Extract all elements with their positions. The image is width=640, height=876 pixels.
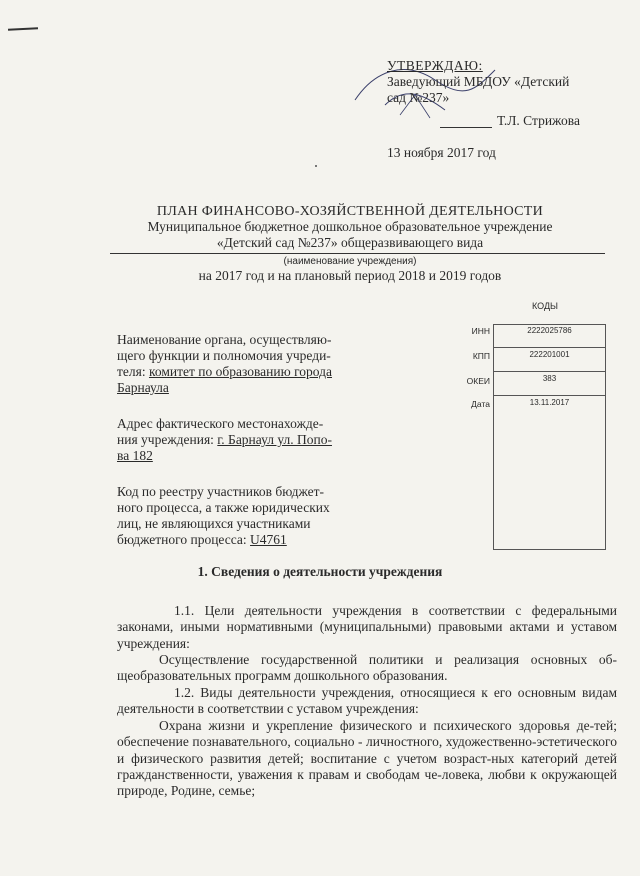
- authority-block: [117, 332, 372, 396]
- address-block: [117, 416, 372, 464]
- org-name-line2: «Детский сад №237» общеразвивающего вида: [216, 235, 484, 250]
- registry-code: U4761: [250, 532, 287, 547]
- authority-value: комитет по образованию города: [148, 364, 333, 379]
- authority-prefix: теля:: [117, 364, 149, 379]
- scan-mark: [8, 27, 38, 31]
- codes-header: КОДЫ: [532, 301, 559, 311]
- approval-position-cont: сад №237»: [387, 90, 450, 105]
- plan-title: ПЛАН ФИНАНСОВО-ХОЗЯЙСТВЕННОЙ ДЕЯТЕЛЬНОСТИ: [156, 204, 544, 219]
- activities-paragraph: 1.2. Виды деятельности учреждения, относящиеся к его основным видам деятельности в соответствии с уставом учреждения:: [117, 685, 617, 717]
- codes-table: [493, 324, 606, 550]
- registry-block: [117, 484, 372, 548]
- authority-line: щего функции и полномочия учреди-: [117, 348, 331, 363]
- address-prefix: ния учреждения:: [117, 432, 218, 447]
- org-name-line1: Муниципальное бюджетное дошкольное образовательное учреждение: [147, 219, 553, 234]
- goals-text: Осуществление государственной политики и реализация основных об-щеобразовательных программ дошкольного образования.: [117, 652, 617, 684]
- registry-line: лиц, не являющихся участниками: [117, 516, 311, 531]
- address-line: Адрес фактического местонахожде-: [117, 416, 324, 431]
- scan-dot: [315, 165, 317, 167]
- approval-signer: Т.Л. Стрижова: [497, 113, 580, 128]
- goals-paragraph: 1.1. Цели деятельности учреждения в соответствии с федеральными законами, иными нормативными (муниципальными) правовыми актами и уставом учреждения:: [117, 603, 617, 651]
- authority-value-cont: Барнаула: [117, 380, 169, 395]
- signature-line: [440, 127, 492, 128]
- code-label-inn: ИНН: [471, 326, 490, 336]
- address-value-cont: ва 182: [117, 448, 153, 463]
- approval-date: 13 ноября 2017 год: [387, 145, 496, 160]
- plan-period: на 2017 год и на плановый период 2018 и 2019 годов: [198, 268, 502, 283]
- code-label-date: Дата: [471, 399, 490, 409]
- approval-block: [387, 58, 617, 106]
- address-value: г. Барнаул ул. Попо-: [217, 432, 332, 447]
- code-value-inn: 2222025786: [494, 325, 605, 348]
- registry-line: ного процесса, а также юридических: [117, 500, 330, 515]
- code-value-okei: 383: [494, 373, 605, 396]
- approval-position: Заведующий МБДОУ «Детский: [387, 74, 570, 89]
- code-value-kpp: 222201001: [494, 349, 605, 372]
- code-label-okei: ОКЕИ: [466, 376, 490, 386]
- authority-line: Наименование органа, осуществляю-: [117, 332, 332, 347]
- registry-line: Код по реестру участников бюджет-: [117, 484, 325, 499]
- section-heading: 1. Сведения о деятельности учреждения: [197, 564, 443, 579]
- org-caption: (наименование учреждения): [283, 256, 417, 267]
- approval-title: УТВЕРЖДАЮ:: [387, 58, 483, 73]
- org-rule: [110, 253, 605, 254]
- code-value-date: 13.11.2017: [529, 398, 570, 407]
- code-label-kpp: КПП: [472, 351, 490, 361]
- activities-text: Охрана жизни и укрепление физического и психического здоровья де-тей; обеспечение познавательного, социально - личностного, художественно-эстетического и физического развития детей; воспитание с учетом возраст-ных категорий детей гражданственности, уважения к правам и свободам че-ловека, любви к окружающей природе, Родине, семье;: [117, 718, 617, 799]
- registry-prefix: бюджетного процесса:: [117, 532, 251, 547]
